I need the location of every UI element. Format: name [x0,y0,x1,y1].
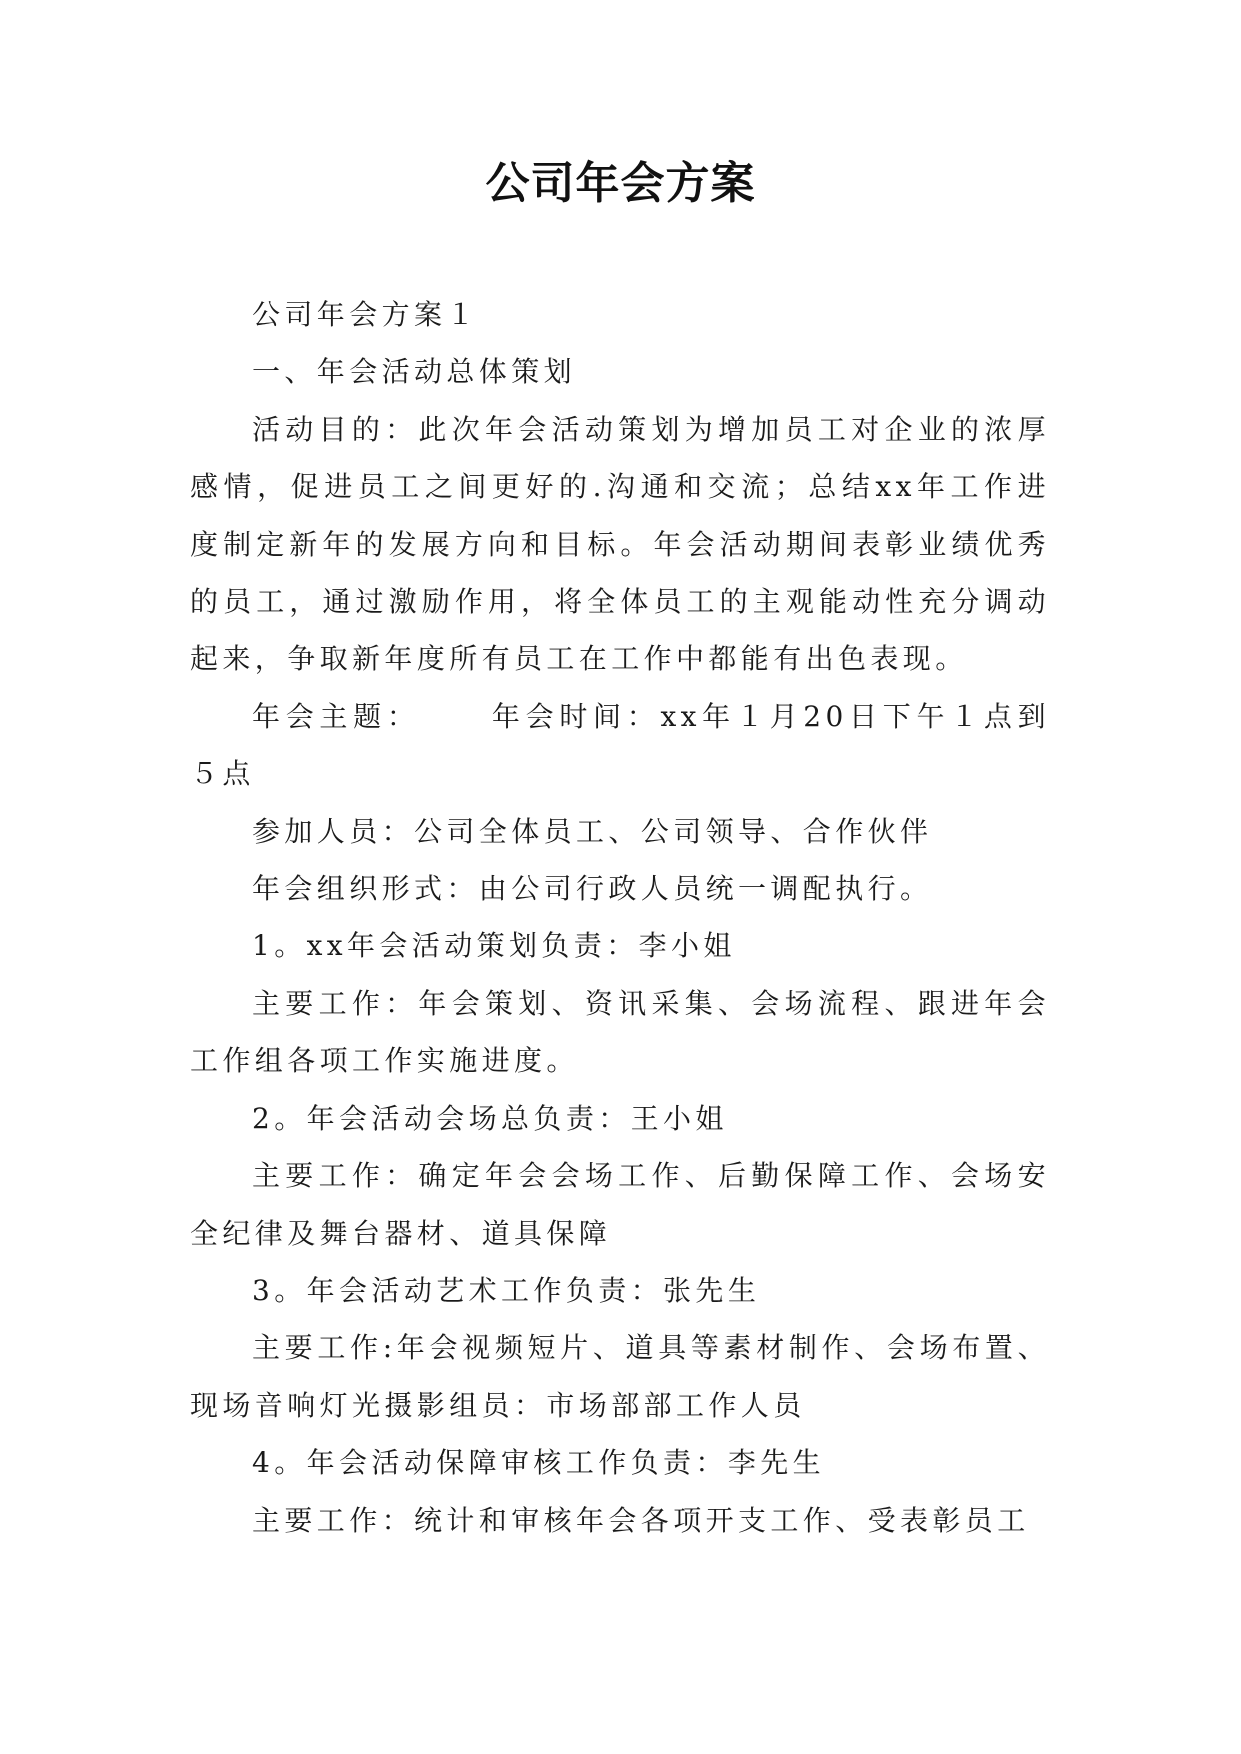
document-title: 公司年会方案 [485,158,756,209]
section-heading: 公司年会方案１ [252,298,479,331]
paragraph-purpose: 活动目的：此次年会活动策划为增加员工对企业的浓厚感情，促进员工之间更好的.沟通和交流；总结xx年工作进度制定新年的发展方向和目标。年会活动期间表彰业绩优秀的员工，通过激励作用，将全体员工的主观能动性充分调动起来，争取新年度所有员工在工作中都能有出色表现。 [190,412,1050,676]
paragraph-role-2: 2。年会活动会场总负责：王小姐 [252,1101,728,1135]
paragraph-duties-4: 主要工作：统计和审核年会各项开支工作、受表彰员工 [252,1503,1030,1537]
subsection-heading: 一、年会活动总体策划 [252,355,577,389]
paragraph-role-4: 4。年会活动保障审核工作负责：李先生 [252,1446,826,1480]
theme-label: 年会主题： [252,699,421,733]
paragraph-theme-time [190,688,1050,803]
paragraph-duties-3: 主要工作:年会视频短片、道具等素材制作、会场布置、现场音响灯光摄影组员：市场部部工作人员 [190,1331,1050,1422]
paragraph-organization: 年会组织形式：由公司行政人员统一调配执行。 [252,872,933,906]
paragraph-duties-1: 主要工作：年会策划、资讯采集、会场流程、跟进年会工作组各项工作实施进度。 [190,986,1050,1078]
time-text: 年会时间：xx年１月20日下午１点到５点 [190,699,1050,791]
paragraph-duties-2: 主要工作：确定年会会场工作、后勤保障工作、会场安全纪律及舞台器材、道具保障 [190,1159,1050,1250]
paragraph-role-1: 1。xx年会活动策划负责：李小姐 [252,929,736,963]
paragraph-participants: 参加人员：公司全体员工、公司领导、合作伙伴 [252,814,933,848]
document-body [190,286,1050,1549]
paragraph-role-3: 3。年会活动艺术工作负责：张先生 [252,1273,761,1307]
